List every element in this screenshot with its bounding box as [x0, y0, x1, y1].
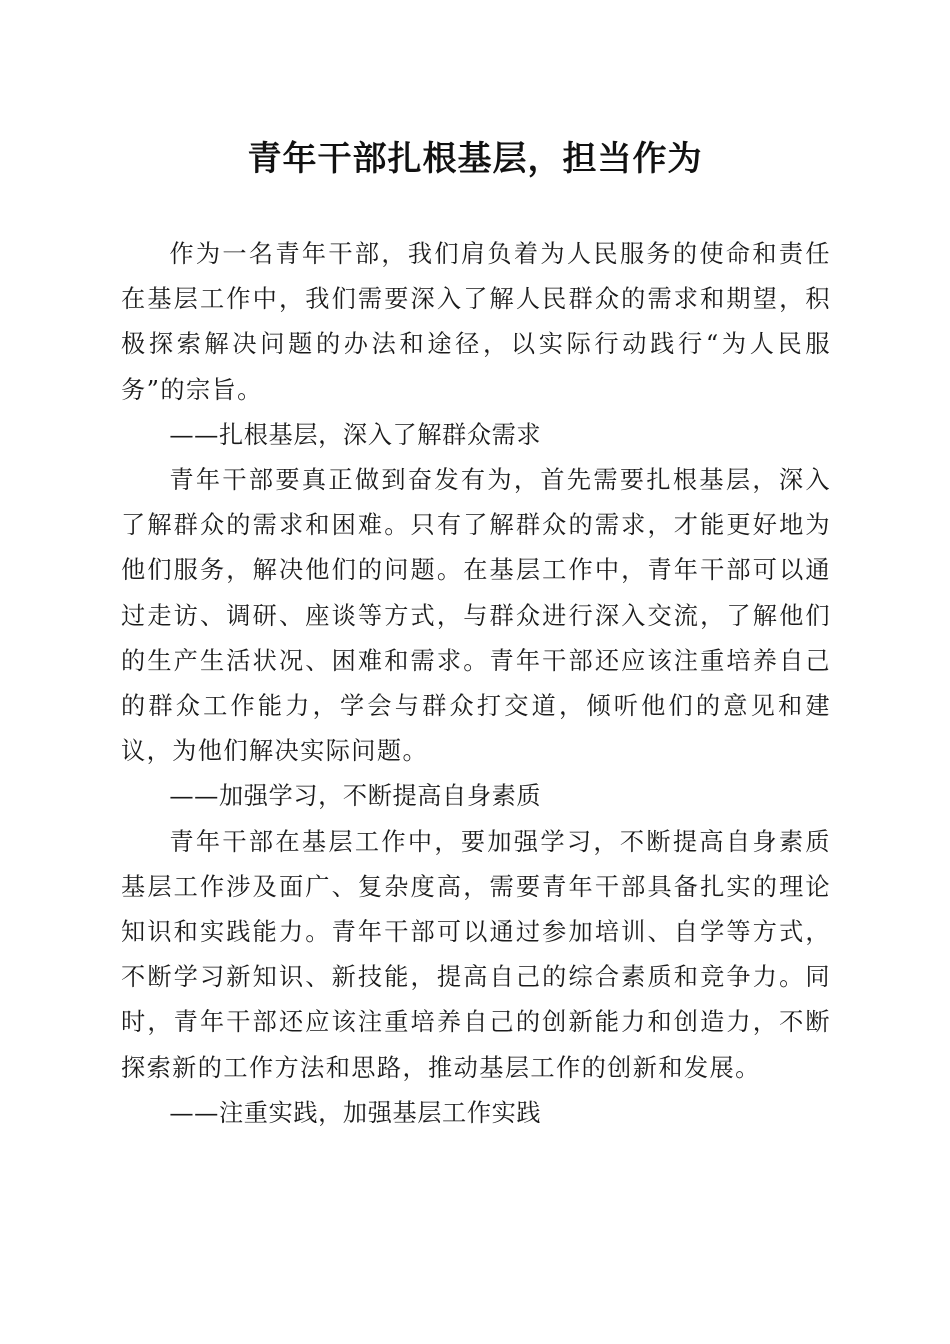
- document-body: [121, 232, 831, 1136]
- paragraph-intro: 作为一名青年干部，我们肩负着为人民服务的使命和责任在基层工作中，我们需要深入了解人民群众的需求和期望，积极探索解决问题的办法和途径，以实际行动践行“为人民服务”的宗旨。: [121, 240, 831, 404]
- section-heading-2: ——加强学习，不断提高自身素质: [169, 782, 542, 811]
- paragraph-section-1: 青年干部要真正做到奋发有为，首先需要扎根基层，深入了解群众的需求和困难。只有了解群众的需求，才能更好地为他们服务，解决他们的问题。在基层工作中，青年干部可以通过走访、调研、座谈等方式，与群众进行深入交流，了解他们的生产生活状况、困难和需求。青年干部还应该注重培养自己的群众工作能力，学会与群众打交道，倾听他们的意见和建议，为他们解决实际问题。: [121, 466, 831, 766]
- paragraph-section-2: 青年干部在基层工作中，要加强学习，不断提高自身素质基层工作涉及面广、复杂度高，需要青年干部具备扎实的理论知识和实践能力。青年干部可以通过参加培训、自学等方式，不断学习新知识、新技能，提高自己的综合素质和竞争力。同时，青年干部还应该注重培养自己的创新能力和创造力，不断探索新的工作方法和思路，推动基层工作的创新和发展。: [121, 827, 831, 1082]
- document-title: 青年干部扎根基层，担当作为: [247, 139, 703, 179]
- section-heading-3: ——注重实践，加强基层工作实践: [169, 1098, 542, 1127]
- section-heading-1: ——扎根基层，深入了解群众需求: [169, 420, 542, 449]
